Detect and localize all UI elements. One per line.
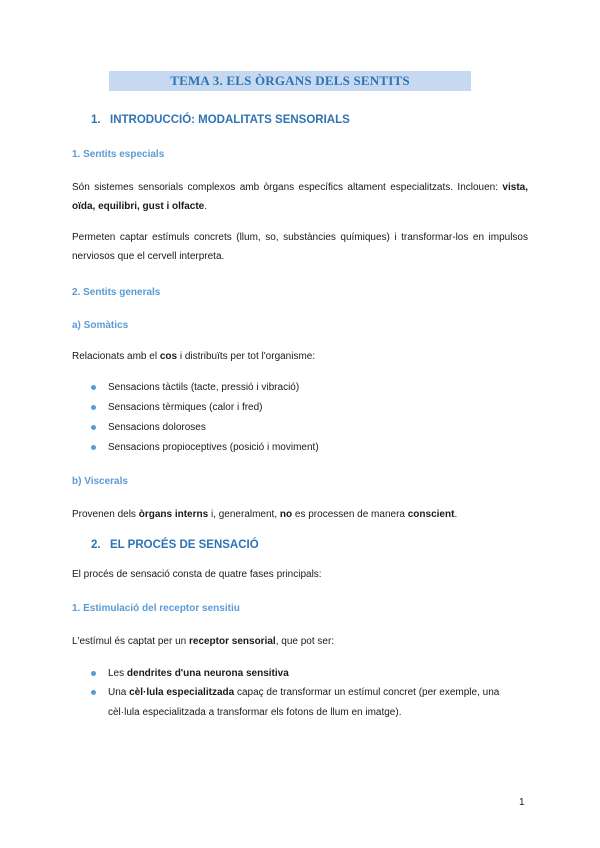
bullet-icon [91, 385, 96, 390]
paragraph-receptor: L'estímul és captat per un receptor sensorial, que pot ser: [72, 636, 335, 647]
subsection-viscerals: b) Viscerals [72, 476, 128, 487]
subsection-estimulacio: 1. Estimulació del receptor sensitiu [72, 603, 240, 614]
section-2-number: 2. [91, 539, 101, 551]
bullet-icon [91, 425, 96, 430]
paragraph-viscerals: Provenen dels òrgans interns i, generalment, no es processen de manera conscient. [72, 509, 458, 520]
paragraph-somatics: Relacionats amb el cos i distribuïts per tot l'organisme: [72, 351, 316, 362]
paragraph-permeten-line2: nerviosos que el cervell interpreta. [72, 251, 225, 262]
subsection-somatics: a) Somàtics [72, 320, 129, 331]
bullet-icon [91, 690, 96, 695]
list-item: Sensacions tàctils (tacte, pressió i vibració) [108, 382, 300, 393]
section-2-heading [91, 539, 259, 551]
page-number: 1 [519, 797, 525, 808]
subsection-sentits-especials: 1. Sentits especials [72, 149, 165, 160]
paragraph-especials-line2: oïda, equilibri, gust i olfacte. [72, 201, 208, 212]
paragraph-permeten-line1: Permeten captar estímuls concrets (llum, so, substàncies químiques) i transformar-los en impulsos [72, 232, 528, 243]
section-2-title: EL PROCÉS DE SENSACIÓ [110, 539, 259, 551]
bullet-icon [91, 405, 96, 410]
section-1-heading [91, 114, 350, 126]
list-item: Sensacions propioceptives (posició i moviment) [108, 442, 319, 453]
paragraph-proces-intro: El procés de sensació consta de quatre fases principals: [72, 569, 322, 580]
section-1-number: 1. [91, 114, 101, 126]
bullet-icon [91, 445, 96, 450]
section-1-title: INTRODUCCIÓ: MODALITATS SENSORIALS [110, 114, 350, 126]
document-title: TEMA 3. ELS ÒRGANS DELS SENTITS [109, 71, 471, 91]
list-item-continuation: cèl·lula especialitzada a transformar els fotons de llum en imatge). [108, 707, 402, 718]
list-item: Una cèl·lula especialitzada capaç de transformar un estímul concret (per exemple, una [108, 687, 500, 698]
paragraph-especials-line1: Són sistemes sensorials complexos amb òrgans específics altament especialitzats. Inclouen: vista, [72, 182, 528, 193]
subsection-sentits-generals: 2. Sentits generals [72, 287, 161, 298]
list-item: Sensacions tèrmiques (calor i fred) [108, 402, 263, 413]
list-item: Les dendrites d'una neurona sensitiva [108, 668, 289, 679]
list-item: Sensacions doloroses [108, 422, 206, 433]
bullet-icon [91, 671, 96, 676]
